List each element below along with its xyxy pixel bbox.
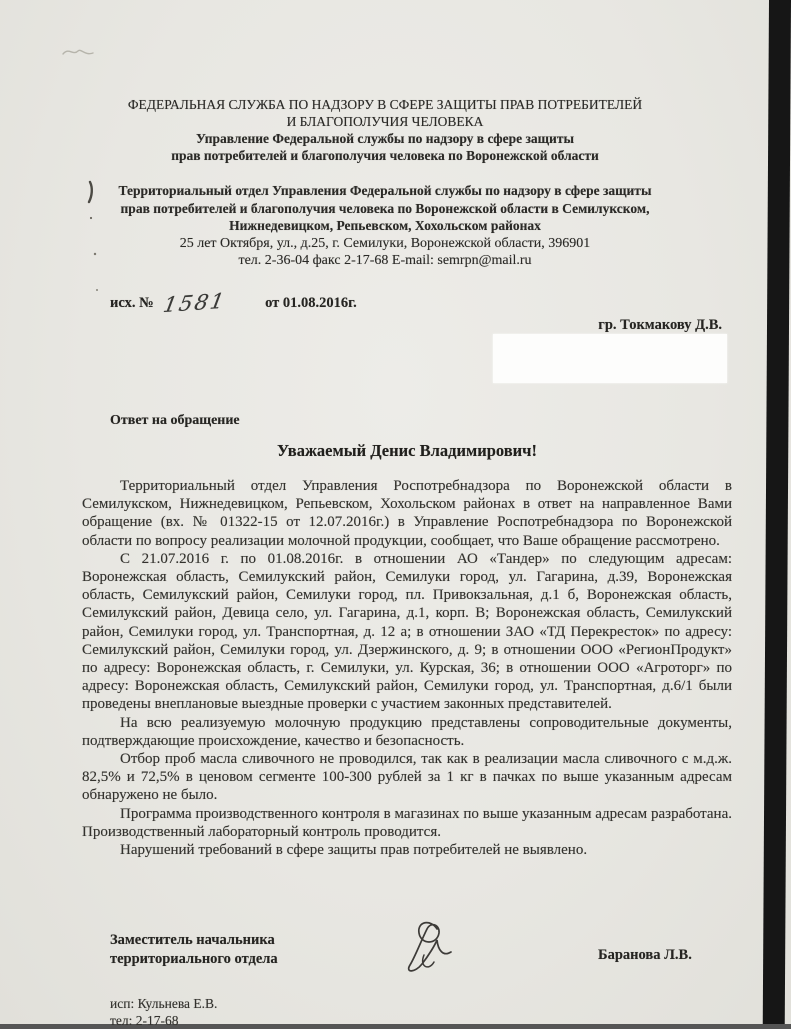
department-contacts: тел. 2-36-04 факс 2-17-68 E-mail: semrpn@mail.ru [238,253,532,268]
signer-name: Баранова Л.В. [598,947,692,963]
body-paragraph-3: На всю реализуемую молочную продукцию представлены сопроводительные документы, подтверждающие происхождение, качество и безопасность. [82,714,732,749]
department-line3: Нижнедевицком, Репьевском, Хохольском районах [229,218,541,233]
letter-date: от 01.08.2016г. [265,295,357,311]
signer-title-line2: территориального отдела [110,951,278,967]
reference-row [110,288,610,318]
outgoing-number-label: исх. № [110,295,154,311]
department-line1: Территориальный отдел Управления Федеральной службы по надзору в сфере защиты [118,183,652,198]
executor-name: исп: Кульнева Е.В. [110,996,218,1011]
letterhead-line2: И БЛАГОПОЛУЧИЯ ЧЕЛОВЕКА [286,114,484,129]
letterhead-line4: прав потребителей и благополучия человека по Воронежской области [171,148,599,163]
body-paragraph-4: Отбор проб масла сливочного не проводился, так как в реализации масла сливочного с м.д.ж. 82,5% и 72,5% в ценовом сегменте 100-300 рублей за 1 кг в пачках по выше указанным адресам обнаружено не было. [82,751,732,804]
letterhead-line3: Управление Федеральной службы по надзору в сфере защиты [195,131,575,146]
body-paragraph-2: С 21.07.2016 г. по 01.08.2016г. в отношении АО «Тандер» по следующим адресам: Воронежская область, Семилукский район, Семилуки город, ул. Гагарина, д.39, Воронежская область, Семилукский район, Семилуки город, пл. Привокзальная, д.1 б, Воронежская область, Семилукский район, Девица село, ул. Гагарина, д.1, корп. В; Воронежская область, Семилукский район, Семилуки город, ул. Транспортная, д. 12 а; в отношении ЗАО «ТД Перекресток» по адресу: Семилукский район, Семилуки город, ул. Дзержинского, д. 9; в отношении ООО «РегионПродукт» по адресу: Воронежская область, г. Семилуки, ул. Курская, 36; в отношении ООО «Агроторг» по адресу: Воронежская область, Семилукский район, Семилуки город, ул. Транспортная, д.6/1 были проведены внеплановые выездные проверки с участием законных представителей. [82,550,732,713]
department-block [40,182,730,270]
handwritten-outgoing-number: 1581 [161,288,228,318]
subject-line: Ответ на обращение [110,413,240,428]
signer-title [110,931,278,969]
salutation: Уважаемый Денис Владимирович! [277,441,537,460]
body-paragraph-6: Нарушений требований в сфере защиты прав потребителей не выявлено. [120,842,588,859]
letterhead-line1: ФЕДЕРАЛЬНАЯ СЛУЖБА ПО НАДЗОРУ В СФЕРЕ ЗАЩИТЫ ПРАВ ПОТРЕБИТЕЛЕЙ [127,97,643,112]
letterhead [40,96,730,164]
signer-title-line1: Заместитель начальника [110,932,275,948]
body-paragraph-1: Территориальный отдел Управления Роспотребнадзора по Воронежской области в Семилукском, Нижнедевицком, Репьевском, Хохольском районах в ответ на направленное Вами обращение (вх. № 01322-15 от 12.07.2016г.) в Управление Роспотребнадзора по Воронежской области по вопросу реализации молочной продукции, сообщает, что Ваше обращение рассмотрено. [82,478,732,549]
recipient-name: гр. Токмакову Д.В. [598,317,722,333]
handwritten-signature [393,915,471,979]
pencil-squiggle-mark [60,44,100,62]
department-address: 25 лет Октября, ул., д.25, г. Семилуки, Воронежской области, 396901 [179,235,591,251]
redaction-box [493,334,727,383]
scanner-edge-strip [763,0,791,1024]
body-paragraph-5: Программа производственного контроля в магазинах по выше указанным адресам разработана. Производственный лабораторный контроль проводится. [82,805,732,840]
department-line2: прав потребителей и благополучия человека по Воронежской области в Семилукском, [120,200,650,216]
executor-phone: тел: 2-17-68 [110,1013,179,1028]
letter-body [82,477,732,859]
